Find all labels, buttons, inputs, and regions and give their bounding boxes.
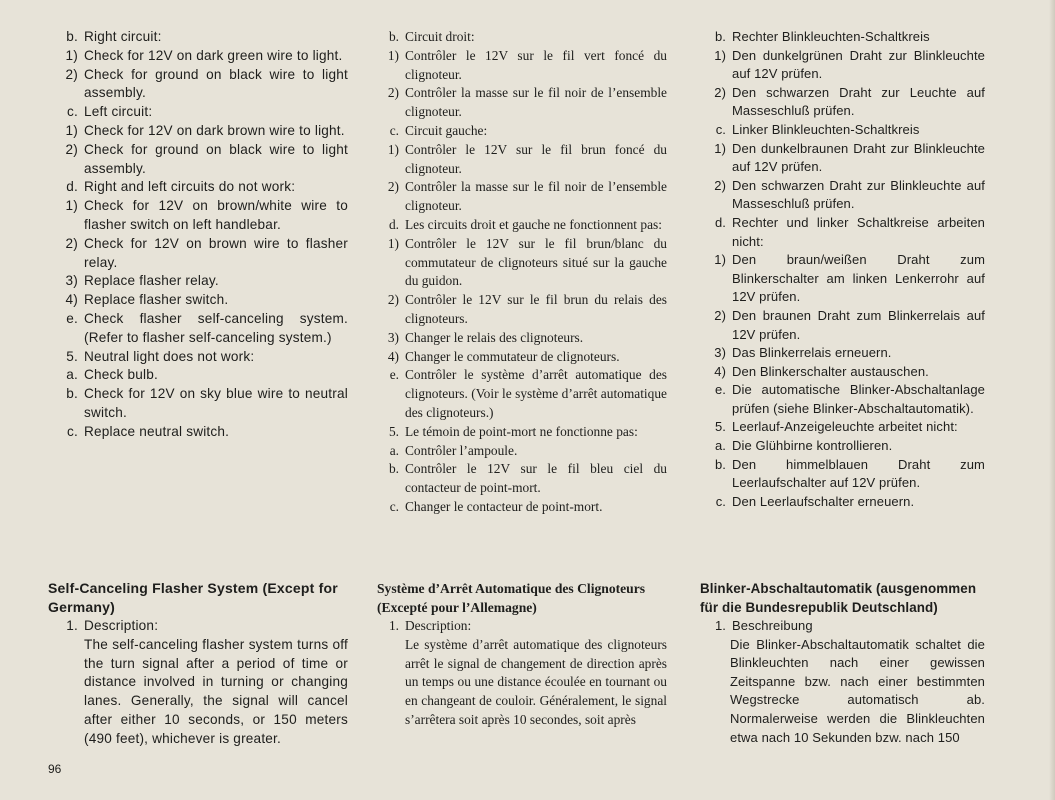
- item-text: Den himmelblauen Draht zum Leerlaufschalter auf 12V prüfen.: [732, 456, 985, 491]
- item-marker: a.: [66, 367, 78, 383]
- item-text: Contrôler la masse sur le fil noir de l’ensemble clignoteur.: [405, 179, 667, 214]
- french-list-item: [377, 178, 667, 216]
- english-list-item: [48, 103, 348, 122]
- item-marker: 3): [65, 273, 78, 289]
- french-desc-marker: 1.: [388, 618, 399, 633]
- item-text: Den Leerlaufschalter erneuern.: [732, 493, 915, 509]
- item-text: Left circuit:: [84, 104, 153, 120]
- item-marker: d.: [66, 179, 78, 195]
- german-list-item: [700, 493, 985, 512]
- french-list-item: [377, 329, 667, 348]
- item-marker: c.: [67, 104, 78, 120]
- english-list-item: [48, 178, 348, 197]
- english-list-item: [48, 235, 348, 273]
- french-list-item: [377, 84, 667, 122]
- item-marker: 1): [65, 47, 78, 63]
- item-text: Contrôler le 12V sur le fil brun/blanc du commutateur de clignoteurs situé sur la gauche du guidon.: [405, 235, 667, 289]
- french-list-item: [377, 442, 667, 461]
- item-text: Replace flasher relay.: [84, 273, 219, 289]
- item-text: Check for 12V on brown/white wire to flasher switch on left handlebar.: [84, 198, 348, 232]
- item-text: Changer le commutateur de clignoteurs.: [405, 348, 620, 364]
- item-text: Die Glühbirne kontrollieren.: [732, 438, 893, 454]
- item-text: Right and left circuits do not work:: [84, 179, 296, 195]
- item-marker: 1): [387, 235, 399, 251]
- german-list-item: [700, 47, 985, 84]
- german-list-item: [700, 418, 985, 437]
- english-description-heading: [48, 617, 348, 636]
- page-number: 96: [48, 762, 62, 776]
- item-text: Contrôler le 12V sur le fil vert foncé du clignoteur.: [405, 47, 667, 82]
- item-marker: b.: [388, 29, 399, 44]
- item-marker: b.: [388, 461, 399, 477]
- english-list-item: [48, 197, 348, 235]
- french-list-item: [377, 235, 667, 291]
- german-list-item: [700, 121, 985, 140]
- item-marker: 2): [387, 292, 399, 308]
- german-list-item: [700, 344, 985, 363]
- item-marker: a.: [389, 442, 399, 458]
- item-text: Den braun/weißen Draht zum Blinkerschalter am linken Lenkerrohr auf 12V prüfen.: [732, 252, 985, 305]
- item-marker: b.: [66, 29, 78, 44]
- item-marker: e.: [66, 310, 78, 326]
- english-list-item: [48, 385, 348, 423]
- item-marker: e.: [389, 367, 399, 383]
- german-description-text: Die Blinker-Abschaltautomatik schaltet die Blinkleuchten nach einer gewissen Zeitspanne bzw. nach einer bestimmten Wegstrecke automatisch ab. Normalerweise werden die Blinkleuchten etwa nach 10 Sekunden bzw. nach 150: [730, 636, 985, 745]
- item-marker: 3): [387, 329, 399, 345]
- french-list-item: [377, 423, 667, 442]
- item-text: Den Blinkerschalter austauschen.: [732, 363, 929, 379]
- item-text: Den schwarzen Draht zur Leuchte auf Masseschluß prüfen.: [732, 84, 985, 119]
- item-text: Die automatische Blinker-Abschaltanlage prüfen (siehe Blinker-Abschaltautomatik).: [732, 382, 985, 416]
- german-list-item: [700, 456, 985, 493]
- english-list-item: [48, 366, 348, 385]
- french-list-item: [377, 47, 667, 85]
- german-section-title: Blinker-Abschaltautomatik (ausgenommen für die Bundesrepublik Deutschland): [700, 581, 977, 615]
- french-list-item: [377, 348, 667, 367]
- item-marker: 4): [387, 348, 399, 364]
- item-text: Den dunkelgrünen Draht zur Blinkleuchte auf 12V prüfen.: [732, 47, 985, 82]
- item-marker: 1): [65, 198, 78, 214]
- german-list-item: [700, 140, 985, 177]
- item-marker: 2): [65, 141, 78, 157]
- english-list-item: [48, 310, 348, 348]
- item-text: Contrôler le 12V sur le fil brun foncé du clignoteur.: [405, 141, 667, 176]
- item-text: Check for 12V on brown wire to flasher relay.: [84, 235, 348, 270]
- german-list-item: [700, 381, 985, 418]
- english-list-item: [48, 28, 348, 47]
- item-marker: 4): [714, 363, 726, 379]
- item-marker: c.: [715, 493, 726, 509]
- item-marker: c.: [389, 498, 399, 514]
- german-list-item: [700, 28, 985, 47]
- french-list-item: [377, 498, 667, 517]
- item-text: Check for ground on black wire to light assembly.: [84, 66, 348, 101]
- german-desc-marker: 1.: [714, 618, 726, 633]
- english-list-item: [48, 122, 348, 141]
- french-description-text: Le système d’arrêt automatique des clignoteurs arrêt le signal de changement de direction après un temps ou une distance écoulée en tournant ou en changeant de couloir. Généralement, le signal s’arrêtera soit après 10 secondes, soit après: [405, 636, 667, 727]
- item-marker: 1): [714, 140, 726, 156]
- item-text: Contrôler l’ampoule.: [405, 442, 518, 458]
- english-list-item: [48, 141, 348, 179]
- french-list-item: [377, 141, 667, 179]
- english-desc-marker: 1.: [66, 618, 78, 633]
- item-text: Circuit droit:: [405, 29, 475, 44]
- item-marker: 1): [65, 122, 78, 138]
- german-list-item: [700, 307, 985, 344]
- item-marker: 2): [714, 307, 726, 323]
- item-marker: c.: [67, 423, 78, 439]
- item-marker: 5.: [66, 348, 78, 364]
- item-text: Den dunkelbraunen Draht zur Blinkleuchte auf 12V prüfen.: [732, 140, 985, 175]
- item-marker: e.: [714, 382, 726, 398]
- item-text: Check flasher self-canceling system. (Refer to flasher self-canceling system.): [84, 310, 348, 345]
- item-marker: c.: [715, 121, 726, 137]
- item-marker: 1): [714, 252, 726, 268]
- item-marker: b.: [714, 29, 726, 44]
- french-list-item: [377, 460, 667, 498]
- item-text: Den schwarzen Draht zur Blinkleuchte auf Masseschluß prüfen.: [732, 177, 985, 212]
- french-section-title: Système d’Arrêt Automatique des Clignoteurs (Excepté pour l’Allemagne): [377, 581, 646, 615]
- item-text: Replace flasher switch.: [84, 292, 229, 308]
- item-marker: 1): [387, 47, 399, 63]
- french-list-item: [377, 366, 667, 422]
- item-text: Leerlauf-Anzeigeleuchte arbeitet nicht:: [732, 419, 958, 435]
- french-list-item: [377, 122, 667, 141]
- german-list-item: [700, 251, 985, 307]
- german-column: [700, 28, 985, 511]
- item-text: Das Blinkerrelais erneuern.: [732, 345, 892, 361]
- english-list-item: [48, 66, 348, 104]
- item-text: Contrôler le système d’arrêt automatique des clignoteurs. (Voir le système d’arrêt automatique des clignoteurs.): [405, 367, 667, 420]
- english-list-item: [48, 47, 348, 66]
- item-marker: 5.: [714, 419, 726, 435]
- item-text: Check for 12V on sky blue wire to neutral switch.: [84, 386, 348, 420]
- french-desc-label: Description:: [405, 618, 472, 633]
- item-text: Right circuit:: [84, 29, 162, 44]
- item-marker: 3): [714, 345, 726, 361]
- item-text: Contrôler le 12V sur le fil bleu ciel du contacteur de point-mort.: [405, 461, 667, 496]
- german-list-item: [700, 214, 985, 251]
- item-text: Contrôler la masse sur le fil noir de l’ensemble clignoteur.: [405, 85, 667, 120]
- item-text: Linker Blinkleuchten-Schaltkreis: [732, 121, 920, 137]
- german-list-item: [700, 84, 985, 121]
- item-marker: b.: [66, 386, 78, 402]
- item-text: Replace neutral switch.: [84, 423, 230, 439]
- english-list-item: [48, 348, 348, 367]
- item-text: Changer le contacteur de point-mort.: [405, 498, 603, 514]
- english-desc-label: Description:: [84, 618, 159, 633]
- english-self-canceling-section: [48, 579, 348, 749]
- item-text: Check bulb.: [84, 367, 158, 383]
- item-marker: 2): [387, 85, 399, 101]
- item-marker: 5.: [388, 423, 399, 439]
- french-list-item: [377, 28, 667, 47]
- french-self-canceling-section: [377, 579, 667, 730]
- item-text: Circuit gauche:: [405, 122, 488, 138]
- item-text: Den braunen Draht zum Blinkerrelais auf 12V prüfen.: [732, 307, 985, 342]
- item-marker: 1): [387, 141, 399, 157]
- item-marker: 2): [714, 177, 726, 193]
- english-list-item: [48, 423, 348, 442]
- german-description-heading: [700, 617, 985, 636]
- english-list-item: [48, 291, 348, 310]
- item-marker: 2): [65, 66, 78, 82]
- page-edge-shadow: [1049, 0, 1055, 800]
- item-marker: 4): [65, 292, 78, 308]
- item-marker: 2): [714, 84, 726, 100]
- item-marker: b.: [714, 456, 726, 472]
- item-text: Le témoin de point-mort ne fonctionne pas:: [405, 423, 638, 439]
- item-text: Rechter Blinkleuchten-Schaltkreis: [732, 29, 930, 44]
- item-text: Changer le relais des clignoteurs.: [405, 329, 584, 345]
- item-marker: d.: [388, 216, 399, 232]
- item-marker: a.: [714, 438, 726, 454]
- german-list-item: [700, 177, 985, 214]
- item-text: Neutral light does not work:: [84, 348, 255, 364]
- french-list-item: [377, 216, 667, 235]
- item-marker: 1): [714, 47, 726, 63]
- english-description-text: The self-canceling flasher system turns off the turn signal after a period of time or distance involved in turning or changing lanes. Generally, the signal will cancel after either 10 seconds, or 150 meters (490 feet), whichever is greater.: [84, 636, 348, 746]
- item-text: Rechter und linker Schaltkreise arbeiten nicht:: [732, 214, 985, 249]
- english-section-title: Self-Canceling Flasher System (Except for Germany): [48, 580, 338, 615]
- item-marker: d.: [714, 214, 726, 230]
- english-list-item: [48, 272, 348, 291]
- german-desc-label: Beschreibung: [732, 618, 813, 633]
- german-list-item: [700, 437, 985, 456]
- item-text: Check for ground on black wire to light assembly.: [84, 141, 348, 176]
- item-text: Les circuits droit et gauche ne fonctionnent pas:: [405, 216, 662, 232]
- french-column: [377, 28, 667, 517]
- item-text: Check for 12V on dark green wire to light.: [84, 47, 343, 63]
- item-marker: 2): [65, 235, 78, 251]
- item-text: Check for 12V on dark brown wire to light.: [84, 122, 345, 138]
- french-description-heading: [377, 617, 667, 636]
- german-self-canceling-section: [700, 579, 985, 747]
- french-list-item: [377, 291, 667, 329]
- item-marker: 2): [387, 179, 399, 195]
- english-column: [48, 28, 348, 442]
- item-text: Contrôler le 12V sur le fil brun du relais des clignoteurs.: [405, 292, 667, 326]
- item-marker: c.: [389, 122, 399, 138]
- german-list-item: [700, 363, 985, 382]
